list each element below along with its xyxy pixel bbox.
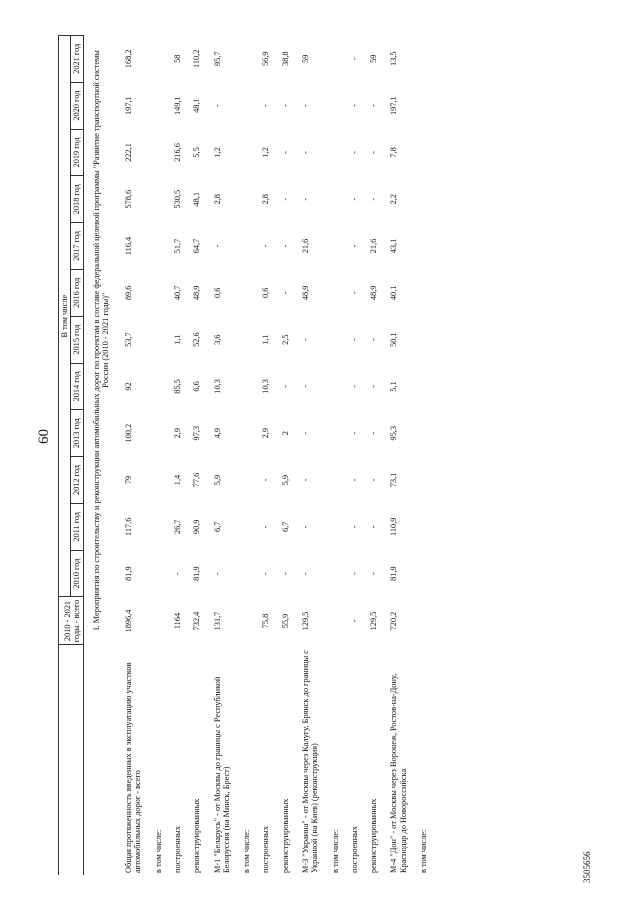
- year-value-cell: -: [349, 57, 359, 61]
- year-value-cell: 2,5: [280, 334, 290, 345]
- year-value-cell: -: [349, 291, 359, 295]
- year-value-cell: [414, 223, 433, 270]
- year-value-cell: 51,7: [172, 238, 182, 254]
- year-value-cell: -: [369, 572, 379, 575]
- year-value-cell: -: [300, 478, 310, 482]
- table-row: [118, 35, 149, 875]
- year-value-cell: -: [172, 572, 182, 575]
- year-value-cell: 1,1: [261, 334, 271, 345]
- year-value-cell: 7,8: [389, 147, 399, 158]
- year-value-cell: 1,2: [212, 147, 222, 158]
- year-value-cell: -: [369, 197, 379, 201]
- including-header: В том числе: [59, 35, 71, 597]
- year-header: 2021 год: [71, 35, 83, 82]
- year-value-cell: [414, 363, 433, 410]
- year-value-cell: [326, 176, 345, 223]
- year-value-cell: [326, 82, 345, 129]
- year-value-cell: 21,6: [300, 238, 310, 254]
- table-row: [364, 35, 383, 875]
- year-value-cell: 530,5: [172, 189, 182, 209]
- year-value-cell: [414, 457, 433, 504]
- year-value-cell: 90,9: [192, 519, 202, 535]
- year-value-cell: -: [280, 385, 290, 388]
- year-header: 2020 год: [71, 82, 83, 129]
- row-label: в том числе:: [418, 829, 428, 873]
- year-value-cell: 1,2: [261, 147, 271, 158]
- year-value-cell: 2,9: [261, 428, 271, 439]
- row-label: М-1 "Беларусь" - от Москвы до границы с Республикой Белоруссия (на Минск, Брест): [212, 676, 231, 873]
- year-value-cell: [237, 410, 256, 457]
- year-value-cell: -: [349, 244, 359, 248]
- year-value-cell: -: [261, 572, 271, 575]
- year-value-cell: [414, 129, 433, 176]
- table-row: [276, 35, 295, 875]
- row-label: реконструированных: [369, 798, 379, 873]
- year-value-cell: 59: [369, 54, 379, 63]
- year-value-cell: [237, 363, 256, 410]
- year-value-cell: 1,1: [172, 334, 182, 345]
- year-value-cell: 168,2: [124, 49, 134, 69]
- year-value-cell: -: [349, 525, 359, 529]
- year-value-cell: 13,5: [389, 51, 399, 67]
- row-label: в том числе:: [242, 829, 252, 873]
- table-row: [168, 35, 187, 875]
- table-row: [326, 35, 345, 875]
- row-total: 131,7: [212, 611, 222, 631]
- row-total: [414, 597, 433, 645]
- year-value-cell: 2,2: [389, 194, 399, 205]
- total-column-header: 2010 - 2021 годы - всего: [59, 597, 84, 645]
- row-label: Общая протяженность введенных в эксплуатацию участков автомобильных дорог - всего: [124, 662, 143, 873]
- year-value-cell: [237, 550, 256, 597]
- year-value-cell: 2,8: [261, 194, 271, 205]
- section-title: I. Мероприятия по строительству и реконструкции автомобильных дорог по проектам в составе федеральной целевой программы "Развитие транспортной системы России (2010 - 2021 годы)": [91, 50, 110, 631]
- year-value-cell: -: [369, 151, 379, 154]
- year-value-cell: 81,9: [124, 566, 134, 581]
- year-value-cell: [414, 410, 433, 457]
- table-row: [207, 35, 238, 875]
- year-value-cell: -: [280, 104, 290, 108]
- year-value-cell: [326, 223, 345, 270]
- row-total: [149, 597, 168, 645]
- year-value-cell: -: [261, 478, 271, 482]
- year-header: 2019 год: [71, 129, 83, 176]
- year-value-cell: [414, 35, 433, 82]
- year-value-cell: -: [300, 104, 310, 108]
- year-value-cell: [237, 269, 256, 316]
- year-value-cell: 48,1: [192, 191, 202, 207]
- year-value-cell: [149, 223, 168, 270]
- year-value-cell: -: [261, 525, 271, 529]
- year-value-cell: [326, 503, 345, 550]
- year-value-cell: 26,7: [172, 519, 182, 535]
- year-value-cell: -: [261, 104, 271, 108]
- year-value-cell: [414, 82, 433, 129]
- year-value-cell: -: [300, 431, 310, 435]
- road-length-table: [58, 35, 433, 875]
- table-row: [256, 35, 275, 875]
- row-label: в том числе:: [330, 829, 340, 873]
- year-value-cell: [149, 269, 168, 316]
- year-value-cell: 64,7: [192, 238, 202, 254]
- year-value-cell: [237, 82, 256, 129]
- year-value-cell: [326, 410, 345, 457]
- year-value-cell: 5,5: [192, 147, 202, 158]
- year-value-cell: [149, 82, 168, 129]
- year-value-cell: 59: [300, 54, 310, 63]
- year-value-cell: -: [280, 151, 290, 154]
- page-number: 60: [36, 429, 52, 444]
- year-value-cell: 38,8: [280, 51, 290, 67]
- year-value-cell: 48,9: [192, 285, 202, 301]
- header-row-1: [59, 35, 71, 875]
- year-value-cell: 40,1: [389, 285, 399, 301]
- table-body: [83, 35, 433, 875]
- section-title-row: [83, 35, 118, 875]
- year-value-cell: -: [369, 478, 379, 482]
- year-value-cell: [237, 503, 256, 550]
- year-value-cell: 92: [124, 382, 134, 391]
- year-value-cell: 40,7: [172, 285, 182, 301]
- year-value-cell: -: [300, 525, 310, 529]
- year-header: 2017 год: [71, 223, 83, 270]
- year-value-cell: 100,2: [124, 423, 134, 443]
- year-value-cell: -: [369, 431, 379, 435]
- year-value-cell: -: [349, 572, 359, 575]
- row-label: М-4 "Дон" - от Москвы через Воронеж, Ростов-на-Дону, Краснодар до Новороссийска: [389, 673, 408, 873]
- year-value-cell: 48,9: [369, 285, 379, 301]
- row-total: 55,9: [280, 613, 290, 629]
- table-row: [237, 35, 256, 875]
- year-value-cell: 578,6: [124, 189, 134, 209]
- year-value-cell: -: [300, 572, 310, 575]
- year-value-cell: 2: [280, 431, 290, 436]
- year-value-cell: [326, 129, 345, 176]
- year-value-cell: [414, 316, 433, 363]
- row-total: 732,4: [192, 611, 202, 631]
- year-value-cell: 21,6: [369, 238, 379, 254]
- year-value-cell: 56,9: [261, 51, 271, 67]
- row-label: реконструированных: [280, 798, 290, 873]
- year-value-cell: -: [261, 244, 271, 248]
- year-header: 2010 год: [71, 550, 83, 597]
- year-value-cell: [237, 35, 256, 82]
- year-value-cell: 197,1: [389, 96, 399, 115]
- row-total: 129,5: [300, 611, 310, 631]
- year-value-cell: -: [349, 431, 359, 435]
- year-value-cell: -: [349, 338, 359, 341]
- year-value-cell: 5,1: [389, 381, 399, 392]
- year-value-cell: [326, 550, 345, 597]
- year-header: 2014 год: [71, 363, 83, 410]
- year-value-cell: [149, 410, 168, 457]
- year-value-cell: [414, 503, 433, 550]
- year-value-cell: [414, 269, 433, 316]
- year-value-cell: 10,3: [261, 379, 271, 394]
- year-value-cell: 48,1: [192, 98, 202, 113]
- year-value-cell: 77,6: [192, 472, 202, 488]
- year-value-cell: -: [280, 572, 290, 575]
- year-value-cell: [149, 35, 168, 82]
- year-value-cell: 0,6: [212, 287, 222, 299]
- year-value-cell: [149, 550, 168, 597]
- table-row: [149, 35, 168, 875]
- year-value-cell: 216,6: [172, 143, 182, 162]
- year-value-cell: 95,7: [212, 51, 222, 67]
- year-value-cell: 116,4: [124, 236, 134, 256]
- year-value-cell: -: [280, 197, 290, 201]
- year-value-cell: -: [349, 197, 359, 201]
- year-value-cell: 97,3: [192, 425, 202, 441]
- year-value-cell: 2,9: [172, 428, 182, 439]
- year-value-cell: 95,3: [389, 425, 399, 441]
- year-value-cell: [149, 503, 168, 550]
- year-value-cell: 6,7: [280, 521, 290, 532]
- year-value-cell: 10,3: [212, 379, 222, 394]
- year-header: 2013 год: [71, 410, 83, 457]
- year-value-cell: 58: [172, 54, 182, 63]
- year-value-cell: [149, 176, 168, 223]
- year-value-cell: 79: [124, 475, 134, 485]
- label-column-header: [59, 645, 84, 875]
- year-value-cell: -: [280, 291, 290, 295]
- year-header: 2015 год: [71, 316, 83, 363]
- year-value-cell: -: [349, 104, 359, 108]
- year-header: 2011 год: [71, 503, 83, 550]
- row-label: в том числе:: [153, 829, 163, 873]
- year-value-cell: 110,9: [389, 517, 399, 536]
- year-value-cell: 85,5: [172, 379, 182, 394]
- year-value-cell: 149,1: [172, 96, 182, 115]
- year-value-cell: [326, 363, 345, 410]
- year-value-cell: 6,6: [192, 381, 202, 392]
- year-value-cell: [149, 363, 168, 410]
- year-value-cell: -: [369, 525, 379, 529]
- year-value-cell: [326, 316, 345, 363]
- year-value-cell: -: [349, 151, 359, 154]
- year-value-cell: -: [369, 385, 379, 388]
- year-header: 2018 год: [71, 176, 83, 223]
- year-value-cell: 6,7: [212, 521, 222, 532]
- year-value-cell: [326, 457, 345, 504]
- row-total: [237, 597, 256, 645]
- row-total: 1164: [172, 612, 182, 630]
- year-value-cell: -: [300, 151, 310, 154]
- year-value-cell: 89,6: [124, 285, 134, 301]
- row-total: 75,8: [261, 613, 271, 629]
- year-value-cell: 197,1: [124, 96, 134, 115]
- row-label: построенных: [349, 826, 359, 873]
- year-value-cell: -: [349, 478, 359, 482]
- year-value-cell: [237, 176, 256, 223]
- year-value-cell: [326, 269, 345, 316]
- row-total: 129,5: [369, 611, 379, 631]
- year-value-cell: 5,9: [212, 474, 222, 486]
- year-value-cell: 53,7: [124, 332, 134, 347]
- year-value-cell: 81,9: [192, 566, 202, 581]
- table-row: [187, 35, 206, 875]
- year-value-cell: 1,4: [172, 474, 182, 486]
- year-value-cell: 3,6: [212, 334, 222, 345]
- row-label: реконструированных: [192, 798, 202, 873]
- year-value-cell: 43,1: [389, 238, 399, 254]
- year-value-cell: -: [369, 338, 379, 341]
- year-value-cell: [149, 457, 168, 504]
- year-value-cell: -: [349, 385, 359, 388]
- year-header: 2016 год: [71, 269, 83, 316]
- year-header: 2012 год: [71, 457, 83, 504]
- year-value-cell: [237, 223, 256, 270]
- row-label: М-3 "Украина" - от Москвы через Калугу, Брянск до границы с Украиной (на Киев) (реконструкция): [300, 650, 320, 873]
- year-value-cell: 81,9: [389, 566, 399, 581]
- row-total: 720,2: [389, 611, 399, 631]
- year-value-cell: [149, 316, 168, 363]
- row-total: [326, 597, 345, 645]
- rotated-table-area: [58, 35, 603, 875]
- year-value-cell: 50,1: [389, 332, 399, 347]
- year-value-cell: 222,1: [124, 143, 134, 162]
- year-value-cell: -: [300, 197, 310, 201]
- year-value-cell: 117,6: [124, 517, 134, 536]
- year-value-cell: -: [369, 104, 379, 108]
- year-value-cell: 2,8: [212, 194, 222, 205]
- year-value-cell: 0,6: [261, 287, 271, 299]
- year-value-cell: 110,2: [192, 49, 202, 68]
- document-code: 3505656: [582, 851, 592, 883]
- table-row: [345, 35, 364, 875]
- row-total: -: [349, 619, 359, 623]
- row-total: 1896,4: [124, 609, 134, 633]
- table-row: [295, 35, 326, 875]
- year-value-cell: [237, 316, 256, 363]
- year-value-cell: -: [300, 385, 310, 388]
- year-value-cell: -: [212, 244, 222, 248]
- year-value-cell: 5,9: [280, 474, 290, 486]
- year-value-cell: [237, 129, 256, 176]
- year-value-cell: -: [300, 338, 310, 341]
- row-label: построенных: [172, 826, 182, 873]
- table-row: [414, 35, 433, 875]
- year-value-cell: -: [212, 104, 222, 108]
- year-value-cell: 73,1: [389, 472, 399, 488]
- table-row: [383, 35, 414, 875]
- year-value-cell: 52,6: [192, 332, 202, 347]
- row-label: построенных: [261, 826, 271, 873]
- year-value-cell: [414, 550, 433, 597]
- year-value-cell: 4,9: [212, 428, 222, 439]
- year-value-cell: [326, 35, 345, 82]
- year-value-cell: 48,9: [300, 285, 310, 301]
- year-value-cell: -: [280, 244, 290, 248]
- year-value-cell: -: [212, 572, 222, 575]
- year-value-cell: [237, 457, 256, 504]
- year-value-cell: [149, 129, 168, 176]
- year-value-cell: [414, 176, 433, 223]
